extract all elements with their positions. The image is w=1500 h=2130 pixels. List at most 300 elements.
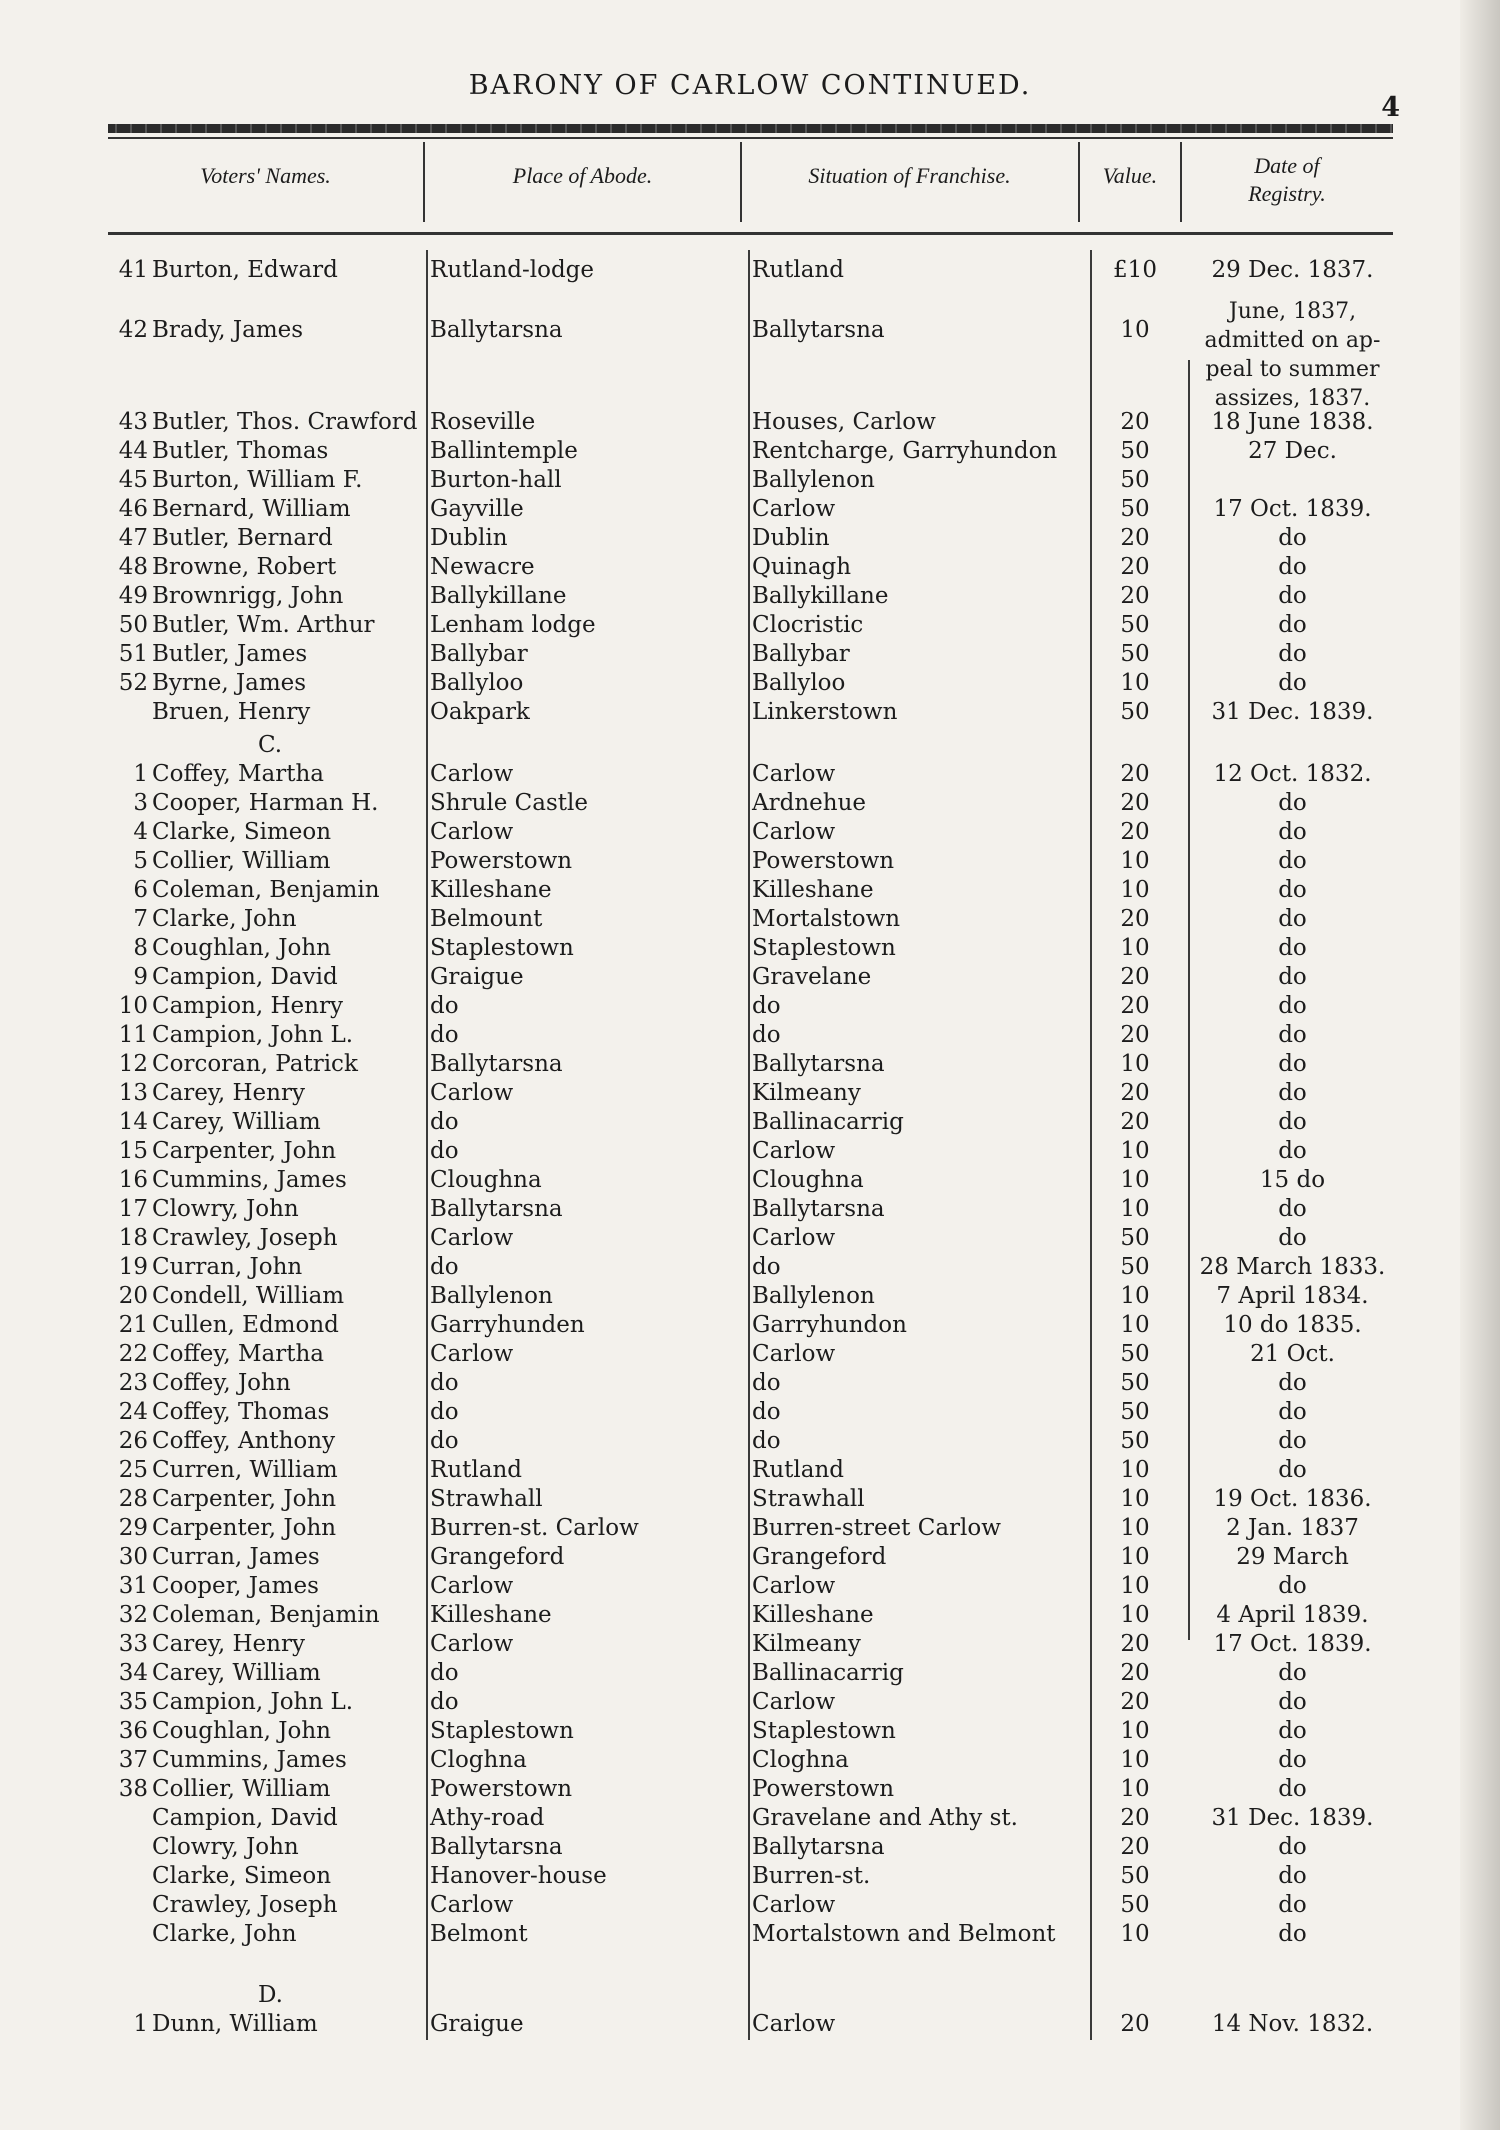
- situation-of-franchise: Carlow: [752, 1689, 836, 1715]
- date-of-registry: do: [1278, 612, 1307, 638]
- situation-of-franchise: Carlow: [752, 1225, 836, 1251]
- voter-number: 20: [118, 1283, 148, 1309]
- voter-number: 50: [118, 612, 148, 638]
- date-of-registry: do: [1278, 1660, 1307, 1686]
- place-of-abode: Ballyloo: [430, 670, 524, 696]
- section-letter-c: C.: [258, 732, 283, 758]
- place-of-abode: Ballintemple: [430, 438, 578, 464]
- place-of-abode: Ballylenon: [430, 1283, 553, 1309]
- date-of-registry: 2 Jan. 1837: [1226, 1515, 1359, 1541]
- table-row: [0, 1514, 1500, 1543]
- situation-of-franchise: Ballytarsna: [752, 1196, 885, 1222]
- voter-name: Bruen, Henry: [152, 699, 311, 725]
- situation-of-franchise: Carlow: [752, 496, 836, 522]
- date-of-registry: do: [1278, 1080, 1307, 1106]
- franchise-value: 10: [1120, 317, 1150, 343]
- table-row: [0, 1630, 1500, 1659]
- franchise-value: 10: [1120, 670, 1150, 696]
- date-of-registry: 14 Nov. 1832.: [1211, 2011, 1374, 2037]
- column-header-date-line1: Date of: [1254, 153, 1320, 178]
- voter-number: 47: [118, 525, 148, 551]
- situation-of-franchise: Mortalstown and Belmont: [752, 1921, 1056, 1947]
- situation-of-franchise: Garryhundon: [752, 1312, 907, 1338]
- voter-name: Butler, Thos. Crawford: [152, 409, 418, 435]
- voter-number: 51: [118, 641, 148, 667]
- header-divider: [423, 142, 425, 222]
- franchise-value: 20: [1120, 1660, 1150, 1686]
- situation-of-franchise: Carlow: [752, 761, 836, 787]
- situation-of-franchise: Carlow: [752, 1138, 836, 1164]
- date-of-registry: do: [1278, 1776, 1307, 1802]
- place-of-abode: Graigue: [430, 964, 524, 990]
- section-letter-d: D.: [258, 1982, 283, 2008]
- franchise-value: 20: [1120, 964, 1150, 990]
- header-divider: [1078, 142, 1080, 222]
- voter-name: Campion, John L.: [152, 1022, 354, 1048]
- voter-name: Carpenter, John: [152, 1486, 337, 1512]
- date-of-registry: do: [1278, 525, 1307, 551]
- voter-name: Campion, John L.: [152, 1689, 354, 1715]
- place-of-abode: Oakpark: [430, 699, 530, 725]
- voter-name: Butler, James: [152, 641, 308, 667]
- voter-number: 4: [133, 819, 148, 845]
- voter-number: 38: [118, 1776, 148, 1802]
- table-row: [0, 905, 1500, 934]
- franchise-value: £10: [1113, 257, 1157, 283]
- franchise-value: 10: [1120, 877, 1150, 903]
- situation-of-franchise: do: [752, 1022, 781, 1048]
- voter-number: 24: [118, 1399, 148, 1425]
- situation-of-franchise: Ballytarsna: [752, 1051, 885, 1077]
- table-row: [0, 1572, 1500, 1601]
- situation-of-franchise: Burren-st.: [752, 1863, 871, 1889]
- franchise-value: 20: [1120, 1834, 1150, 1860]
- date-of-registry: do: [1278, 819, 1307, 845]
- table-row: [0, 1253, 1500, 1282]
- table-row: [0, 1021, 1500, 1050]
- place-of-abode: do: [430, 1138, 459, 1164]
- situation-of-franchise: Carlow: [752, 2011, 836, 2037]
- voter-number: 16: [118, 1167, 148, 1193]
- voter-number: 52: [118, 670, 148, 696]
- situation-of-franchise: Carlow: [752, 1892, 836, 1918]
- table-row: [0, 1166, 1500, 1195]
- voter-number: 12: [118, 1051, 148, 1077]
- situation-of-franchise: do: [752, 993, 781, 1019]
- situation-of-franchise: Strawhall: [752, 1486, 865, 1512]
- voter-name: Campion, Henry: [152, 993, 343, 1019]
- column-header-situation: Situation of Franchise.: [808, 163, 1011, 188]
- franchise-value: 50: [1120, 1863, 1150, 1889]
- column-header-date: [1182, 152, 1392, 208]
- situation-of-franchise: Grangeford: [752, 1544, 887, 1570]
- table-row: [0, 1398, 1500, 1427]
- voter-number: 13: [118, 1080, 148, 1106]
- place-of-abode: Powerstown: [430, 848, 573, 874]
- voter-name: Carey, Henry: [152, 1631, 305, 1657]
- header-rule-thin: [108, 137, 1393, 139]
- franchise-value: 20: [1120, 2011, 1150, 2037]
- place-of-abode: Ballytarsna: [430, 1834, 563, 1860]
- place-of-abode: Cloughna: [430, 1167, 542, 1193]
- date-of-registry: 31 Dec. 1839.: [1211, 1805, 1374, 1831]
- franchise-value: 20: [1120, 525, 1150, 551]
- situation-of-franchise: do: [752, 1370, 781, 1396]
- voter-number: 41: [118, 257, 148, 283]
- situation-of-franchise: Gravelane: [752, 964, 872, 990]
- date-of-registry: do: [1278, 1051, 1307, 1077]
- voter-name: Clowry, John: [152, 1196, 299, 1222]
- date-of-registry: 21 Oct.: [1250, 1341, 1335, 1367]
- table-row: [0, 1804, 1500, 1833]
- franchise-value: 10: [1120, 1283, 1150, 1309]
- voter-number: 5: [133, 848, 148, 874]
- voter-number: 48: [118, 554, 148, 580]
- voter-name: Cooper, James: [152, 1573, 319, 1599]
- situation-of-franchise: Houses, Carlow: [752, 409, 936, 435]
- voter-number: 19: [118, 1254, 148, 1280]
- situation-of-franchise: Ballylenon: [752, 467, 875, 493]
- situation-of-franchise: Ballinacarrig: [752, 1660, 904, 1686]
- voter-name: Coughlan, John: [152, 1718, 331, 1744]
- date-of-registry: do: [1278, 848, 1307, 874]
- date-of-registry: do: [1278, 877, 1307, 903]
- place-of-abode: Carlow: [430, 761, 514, 787]
- situation-of-franchise: Linkerstown: [752, 699, 898, 725]
- franchise-value: 50: [1120, 1254, 1150, 1280]
- table-row: [0, 1427, 1500, 1456]
- date-of-registry: 27 Dec.: [1248, 438, 1337, 464]
- franchise-value: 20: [1120, 790, 1150, 816]
- franchise-value: 20: [1120, 554, 1150, 580]
- voter-name: Burton, Edward: [152, 257, 338, 283]
- voter-number: 15: [118, 1138, 148, 1164]
- voter-number: 31: [118, 1573, 148, 1599]
- date-of-registry: 29 March: [1236, 1544, 1349, 1570]
- voter-name: Clowry, John: [152, 1834, 299, 1860]
- table-row: [0, 1108, 1500, 1137]
- place-of-abode: Staplestown: [430, 935, 574, 961]
- voter-name: Brownrigg, John: [152, 583, 344, 609]
- date-of-registry: do: [1278, 1370, 1307, 1396]
- voter-name: Coleman, Benjamin: [152, 1602, 380, 1628]
- place-of-abode: Grangeford: [430, 1544, 565, 1570]
- table-row: [0, 669, 1500, 698]
- appeal-note-line: admitted on ap-: [1204, 328, 1381, 353]
- franchise-value: 50: [1120, 641, 1150, 667]
- date-of-registry: do: [1278, 1573, 1307, 1599]
- voter-number: 3: [133, 790, 148, 816]
- voter-number: 46: [118, 496, 148, 522]
- date-of-registry: do: [1278, 935, 1307, 961]
- table-row: [0, 1369, 1500, 1398]
- voter-number: 28: [118, 1486, 148, 1512]
- place-of-abode: do: [430, 1660, 459, 1686]
- voter-name: Campion, David: [152, 964, 338, 990]
- table-row: [0, 1601, 1500, 1630]
- franchise-value: 20: [1120, 1689, 1150, 1715]
- table-row: [0, 582, 1500, 611]
- franchise-value: 10: [1120, 1167, 1150, 1193]
- date-of-registry: 4 April 1839.: [1216, 1602, 1369, 1628]
- franchise-value: 20: [1120, 906, 1150, 932]
- situation-of-franchise: Staplestown: [752, 1718, 896, 1744]
- date-of-registry: do: [1278, 583, 1307, 609]
- franchise-value: 10: [1120, 1312, 1150, 1338]
- date-of-registry: do: [1278, 554, 1307, 580]
- voter-number: 26: [118, 1428, 148, 1454]
- date-of-registry: do: [1278, 1921, 1307, 1947]
- place-of-abode: Rutland: [430, 1457, 522, 1483]
- voter-number: 43: [118, 409, 148, 435]
- date-of-registry: 10 do 1835.: [1223, 1312, 1362, 1338]
- table-row: [0, 553, 1500, 582]
- date-of-registry: 12 Oct. 1832.: [1213, 761, 1372, 787]
- place-of-abode: Ballytarsna: [430, 1051, 563, 1077]
- situation-of-franchise: Kilmeany: [752, 1080, 861, 1106]
- table-row: [0, 789, 1500, 818]
- place-of-abode: Carlow: [430, 1573, 514, 1599]
- date-of-registry: 19 Oct. 1836.: [1213, 1486, 1372, 1512]
- situation-of-franchise: Ballinacarrig: [752, 1109, 904, 1135]
- voter-number: 33: [118, 1631, 148, 1657]
- voter-name: Curran, John: [152, 1254, 303, 1280]
- date-of-registry: do: [1278, 670, 1307, 696]
- place-of-abode: Powerstown: [430, 1776, 573, 1802]
- place-of-abode: do: [430, 1399, 459, 1425]
- place-of-abode: Carlow: [430, 1080, 514, 1106]
- place-of-abode: Ballytarsna: [430, 317, 563, 343]
- place-of-abode: do: [430, 1370, 459, 1396]
- place-of-abode: Roseville: [430, 409, 536, 435]
- date-of-registry: do: [1278, 790, 1307, 816]
- table-row: [0, 1775, 1500, 1804]
- voter-name: Coffey, Martha: [152, 1341, 324, 1367]
- voter-number: 22: [118, 1341, 148, 1367]
- voter-name: Condell, William: [152, 1283, 345, 1309]
- voter-number: 45: [118, 467, 148, 493]
- date-of-registry: do: [1278, 1747, 1307, 1773]
- table-row: [0, 1079, 1500, 1108]
- date-of-registry: do: [1278, 1196, 1307, 1222]
- table-row: [0, 1833, 1500, 1862]
- place-of-abode: Rutland-lodge: [430, 257, 595, 283]
- place-of-abode: Hanover-house: [430, 1863, 607, 1889]
- table-row: [0, 1224, 1500, 1253]
- place-of-abode: Ballybar: [430, 641, 528, 667]
- table-row: [0, 466, 1500, 495]
- franchise-value: 10: [1120, 1921, 1150, 1947]
- table-row: [0, 611, 1500, 640]
- voter-number: 23: [118, 1370, 148, 1396]
- date-of-registry: do: [1278, 906, 1307, 932]
- place-of-abode: do: [430, 1428, 459, 1454]
- situation-of-franchise: Mortalstown: [752, 906, 901, 932]
- voter-name: Cummins, James: [152, 1747, 347, 1773]
- situation-of-franchise: Ballylenon: [752, 1283, 875, 1309]
- voter-name: Curren, William: [152, 1457, 338, 1483]
- voter-name: Carey, William: [152, 1109, 321, 1135]
- voter-name: Collier, William: [152, 1776, 331, 1802]
- voter-name: Crawley, Joseph: [152, 1892, 338, 1918]
- place-of-abode: Dublin: [430, 525, 508, 551]
- table-row: [0, 1340, 1500, 1369]
- table-row: [0, 1891, 1500, 1920]
- table-row: [0, 316, 1500, 345]
- franchise-value: 50: [1120, 1892, 1150, 1918]
- franchise-value: 50: [1120, 467, 1150, 493]
- place-of-abode: Belmont: [430, 1921, 528, 1947]
- place-of-abode: Killeshane: [430, 1602, 552, 1628]
- voter-name: Cummins, James: [152, 1167, 347, 1193]
- voter-number: 21: [118, 1312, 148, 1338]
- table-row: [0, 934, 1500, 963]
- date-of-registry: do: [1278, 1109, 1307, 1135]
- place-of-abode: Strawhall: [430, 1486, 543, 1512]
- voter-number: 9: [133, 964, 148, 990]
- franchise-value: 10: [1120, 1718, 1150, 1744]
- situation-of-franchise: Killeshane: [752, 1602, 874, 1628]
- situation-of-franchise: do: [752, 1428, 781, 1454]
- table-row: [0, 1195, 1500, 1224]
- place-of-abode: do: [430, 993, 459, 1019]
- date-of-registry: 7 April 1834.: [1216, 1283, 1369, 1309]
- table-row: [0, 1659, 1500, 1688]
- voter-number: 11: [118, 1022, 148, 1048]
- voter-name: Campion, David: [152, 1805, 338, 1831]
- franchise-value: 10: [1120, 1196, 1150, 1222]
- voter-name: Carey, Henry: [152, 1080, 305, 1106]
- voter-name: Butler, Wm. Arthur: [152, 612, 375, 638]
- date-of-registry: do: [1278, 1399, 1307, 1425]
- franchise-value: 20: [1120, 409, 1150, 435]
- franchise-value: 10: [1120, 1051, 1150, 1077]
- voter-name: Clarke, Simeon: [152, 819, 332, 845]
- table-row: [0, 963, 1500, 992]
- franchise-value: 20: [1120, 761, 1150, 787]
- table-row: [0, 698, 1500, 727]
- place-of-abode: Carlow: [430, 1631, 514, 1657]
- voter-number: 37: [118, 1747, 148, 1773]
- voter-name: Collier, William: [152, 848, 331, 874]
- place-of-abode: do: [430, 1254, 459, 1280]
- voter-name: Clarke, Simeon: [152, 1863, 332, 1889]
- situation-of-franchise: Quinagh: [752, 554, 852, 580]
- voter-name: Cullen, Edmond: [152, 1312, 339, 1338]
- voter-name: Brady, James: [152, 317, 304, 343]
- date-of-registry: do: [1278, 1718, 1307, 1744]
- date-of-registry: do: [1278, 1834, 1307, 1860]
- place-of-abode: Belmount: [430, 906, 543, 932]
- voter-name: Carpenter, John: [152, 1138, 337, 1164]
- column-header-value: Value.: [1102, 163, 1158, 188]
- situation-of-franchise: Staplestown: [752, 935, 896, 961]
- voter-number: 32: [118, 1602, 148, 1628]
- voter-name: Butler, Thomas: [152, 438, 329, 464]
- voter-number: 49: [118, 583, 148, 609]
- page-title: BARONY OF CARLOW CONTINUED.: [468, 70, 1032, 101]
- date-of-registry: do: [1278, 993, 1307, 1019]
- place-of-abode: Staplestown: [430, 1718, 574, 1744]
- franchise-value: 20: [1120, 1805, 1150, 1831]
- voter-number: 36: [118, 1718, 148, 1744]
- franchise-value: 20: [1120, 1080, 1150, 1106]
- table-row: [0, 1862, 1500, 1891]
- situation-of-franchise: Rentcharge, Garryhundon: [752, 438, 1058, 464]
- voter-name: Coffey, John: [152, 1370, 291, 1396]
- table-row: [0, 524, 1500, 553]
- franchise-value: 10: [1120, 1747, 1150, 1773]
- franchise-value: 50: [1120, 438, 1150, 464]
- date-of-registry: do: [1278, 1225, 1307, 1251]
- situation-of-franchise: Ballytarsna: [752, 317, 885, 343]
- voter-number: 7: [133, 906, 148, 932]
- situation-of-franchise: Burren-street Carlow: [752, 1515, 1001, 1541]
- situation-of-franchise: Rutland: [752, 257, 844, 283]
- table-row: [0, 992, 1500, 1021]
- place-of-abode: Garryhunden: [430, 1312, 585, 1338]
- date-of-registry: 18 June 1838.: [1211, 409, 1374, 435]
- table-row: [0, 1688, 1500, 1717]
- place-of-abode: Carlow: [430, 819, 514, 845]
- place-of-abode: Lenham lodge: [430, 612, 596, 638]
- date-of-registry: do: [1278, 1428, 1307, 1454]
- voter-name: Burton, William F.: [152, 467, 363, 493]
- place-of-abode: Carlow: [430, 1225, 514, 1251]
- date-of-registry: do: [1278, 1892, 1307, 1918]
- header-divider: [1180, 142, 1182, 222]
- table-row: [0, 1311, 1500, 1340]
- place-of-abode: Graigue: [430, 2011, 524, 2037]
- voter-name: Coffey, Martha: [152, 761, 324, 787]
- franchise-value: 10: [1120, 1486, 1150, 1512]
- franchise-value: 20: [1120, 583, 1150, 609]
- header-divider: [740, 142, 742, 222]
- franchise-value: 20: [1120, 1022, 1150, 1048]
- date-of-registry: 17 Oct. 1839.: [1213, 1631, 1372, 1657]
- place-of-abode: Athy-road: [430, 1805, 545, 1831]
- voter-name: Byrne, James: [152, 670, 307, 696]
- voter-name: Butler, Bernard: [152, 525, 333, 551]
- situation-of-franchise: do: [752, 1399, 781, 1425]
- voter-number: 17: [118, 1196, 148, 1222]
- column-header-abode: Place of Abode.: [512, 163, 653, 188]
- franchise-value: 10: [1120, 1602, 1150, 1628]
- table-row: [0, 1050, 1500, 1079]
- voter-name: Carey, William: [152, 1660, 321, 1686]
- header-rule-bottom: [108, 232, 1393, 235]
- franchise-value: 50: [1120, 496, 1150, 522]
- franchise-value: 10: [1120, 1776, 1150, 1802]
- franchise-value: 20: [1120, 1109, 1150, 1135]
- place-of-abode: Carlow: [430, 1892, 514, 1918]
- date-of-registry: do: [1278, 1863, 1307, 1889]
- date-of-registry: 28 March 1833.: [1199, 1254, 1386, 1280]
- voter-name: Cooper, Harman H.: [152, 790, 379, 816]
- header-rule-thick: [108, 124, 1393, 133]
- place-of-abode: do: [430, 1689, 459, 1715]
- situation-of-franchise: Carlow: [752, 1573, 836, 1599]
- franchise-value: 50: [1120, 699, 1150, 725]
- date-of-registry: 29 Dec. 1837.: [1211, 257, 1374, 283]
- voter-name: Coleman, Benjamin: [152, 877, 380, 903]
- situation-of-franchise: Killeshane: [752, 877, 874, 903]
- voter-number: 6: [133, 877, 148, 903]
- voter-name: Coughlan, John: [152, 935, 331, 961]
- appeal-note-line: June, 1837,: [1228, 299, 1357, 324]
- voter-number: 8: [133, 935, 148, 961]
- voter-name: Corcoran, Patrick: [152, 1051, 358, 1077]
